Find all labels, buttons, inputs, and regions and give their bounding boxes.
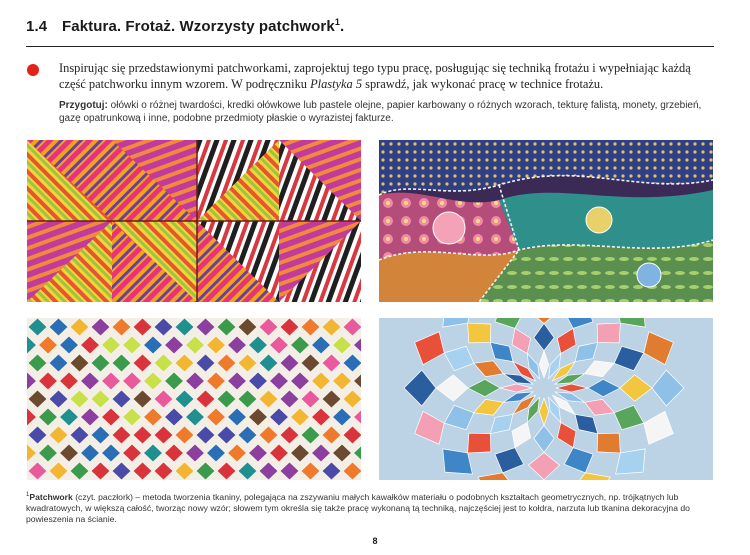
materials-list	[59, 99, 719, 125]
footnote-term: Patchwork	[29, 491, 73, 502]
materials-text: ołówki o różnej twardości, kredki ołówkowe lub pastele olejne, papier karbowany o różnych wzorach, tekturę falistą, monety, grzebień, gazę opatrunkową i inne, podobne przedmioty płaskie o wyrazistej fakturze.	[59, 100, 702, 124]
patchwork-photo-diamonds	[27, 318, 361, 480]
footnote	[26, 490, 716, 525]
task-text-end: sprawdź, jak wykonać pracę w technice frotażu.	[362, 77, 604, 91]
book-title: Plastyka 5	[310, 77, 363, 91]
task-instructions	[59, 60, 719, 92]
heading-rule	[26, 46, 714, 47]
section-heading	[26, 17, 344, 35]
patchwork-photo-star	[379, 318, 713, 480]
footnote-reference: 1	[334, 17, 340, 27]
task-text-start: Inspirując się przedstawionymi patchworkami, zaprojektuj tego typu pracę, posługując się techniką frotażu i wypełniając każdą część patchworku innym wzorem. W podręczniku	[59, 61, 691, 91]
page-number: 8	[372, 536, 378, 546]
footnote-mark: 1	[26, 492, 30, 498]
title-period: .	[339, 18, 345, 35]
section-number: 1.4	[26, 18, 48, 35]
patchwork-photo-stripes	[27, 140, 361, 302]
task-bullet-icon	[27, 64, 39, 76]
footnote-text: (czyt. paczłork) – metoda tworzenia tkaniny, polegająca na zszywaniu małych kawałków materiału o podobnych kształtach geometrycznych, np. trójkątnych lub kwadratowych, w większą całość, tworząc nowy wzór; słowem tym określa się także pracę wykonaną tą techniką, najczęściej jest to kołdra, narzuta lub tkanina dekoracyjna do powieszenia na ścianie.	[26, 491, 690, 525]
section-title: Faktura. Frotaż. Wzorzysty patchwork	[62, 18, 335, 35]
materials-label: Przygotuj:	[59, 100, 108, 111]
patchwork-photo-embroidered	[379, 140, 713, 302]
